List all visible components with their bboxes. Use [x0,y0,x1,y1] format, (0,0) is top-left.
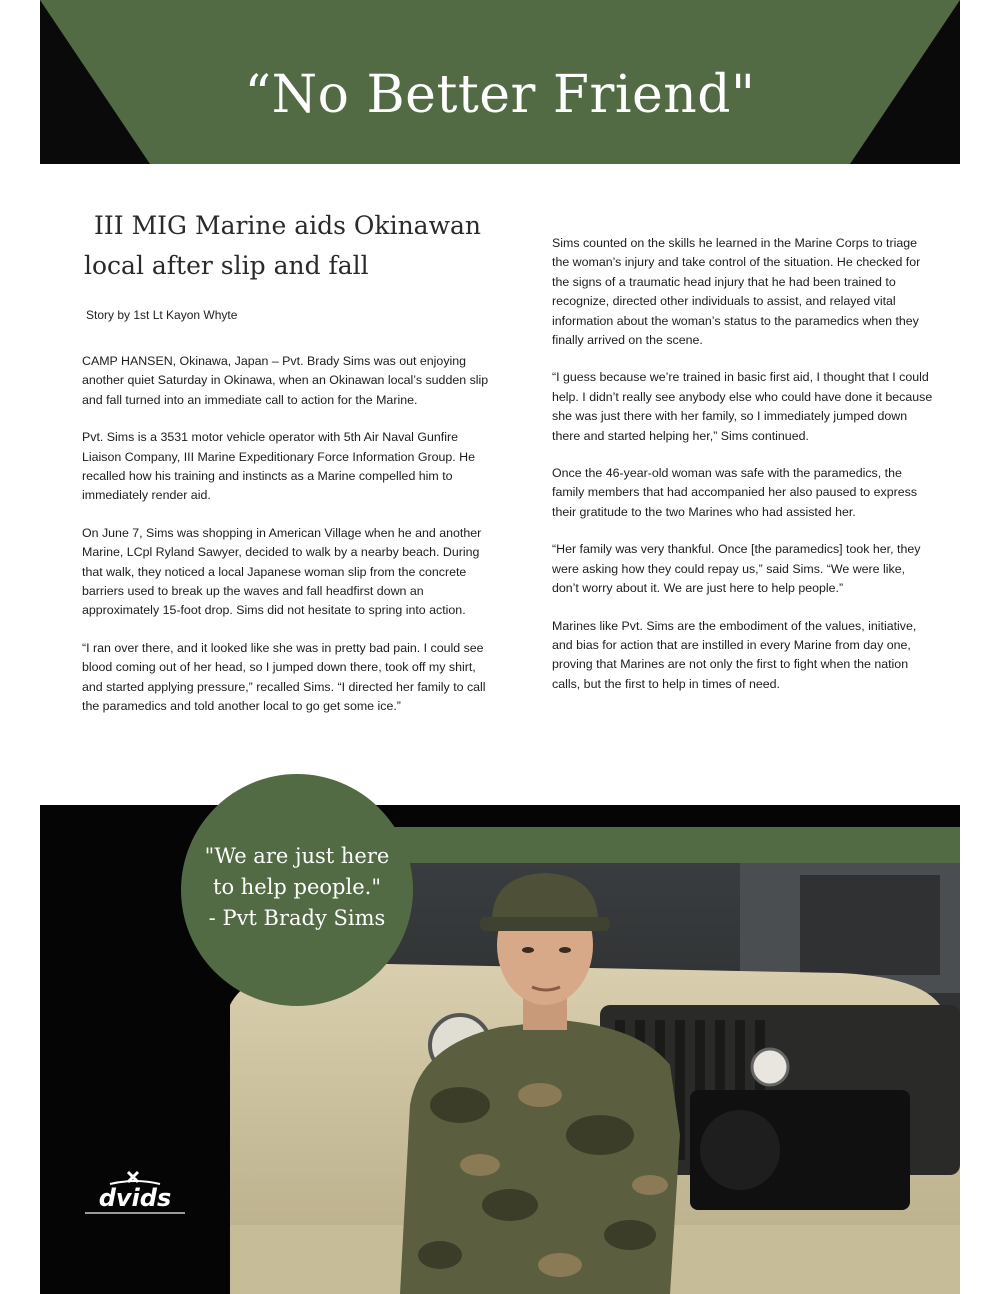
dvids-logo-mark [80,1168,190,1218]
article-column-right [552,234,934,712]
paragraph: “I guess because we’re trained in basic first aid, I thought that I could help. I didn’t really see anybody else who could have done it because she was just there with her family, so I immediately jumped down there and started helping her,” Sims continued. [552,370,933,443]
pull-quote-line-1: "We are just here [204,844,390,868]
pull-quote [181,841,413,934]
marine-photo [40,805,960,1294]
paragraph: CAMP HANSEN, Okinawa, Japan – Pvt. Brady Sims was out enjoying another quiet Saturday in Okinawa, when an Okinawan local’s sudden slip and fall turned into an immediate call to action for the Marine. [82,354,489,407]
headline-line-1: III MIG Marine aids Okinawan [94,211,481,240]
paragraph: Sims counted on the skills he learned in the Marine Corps to triage the woman’s injury and take control of the situation. He checked for the signs of a traumatic head injury that he had been trained to recognize, directed other individuals to assist, and relayed vital information about the woman’s status to the paramedics when they finally arrived on the scene. [552,236,921,348]
logo-wordmark: dvids [98,1184,172,1212]
paragraph: Marines like Pvt. Sims are the embodiment of the values, initiative, and bias for action that are instilled in every Marine from day one, proving that Marines are not only the first to fight when the nation calls, but the first to help in times of need. [552,618,917,691]
paragraph: On June 7, Sims was shopping in American Village when he and another Marine, LCpl Ryland Sawyer, decided to walk by a nearby beach. During that walk, they noticed a local Japanese woman slip from the concrete barriers used to break up the waves and fall headfirst down an approximately 15-foot drop. Sims did not hesitate to spring into action. [82,525,482,618]
byline: Story by 1st Lt Kayon Whyte [86,308,238,322]
photo-illustration [40,805,960,1294]
dvids-logo [80,1168,190,1218]
headline-line-2: local after slip and fall [84,251,369,280]
pull-quote-line-2: to help people." [213,875,381,899]
page-title: “No Better Friend" [244,65,756,125]
paragraph: “I ran over there, and it looked like she was in pretty bad pain. I could see blood coming out of her head, so I jumped down there, took off my shirt, and started applying pressure,” recalled Sims. “I directed her family to call the paramedics and told another local to go get some ice.” [82,640,486,714]
paragraph: “Her family was very thankful. Once [the paramedics] took her, they were asking how they could repay us,” said Sims. “We were like, don’t worry about it. We are just here to help people.” [552,542,921,596]
paragraph: Pvt. Sims is a 3531 motor vehicle operator with 5th Air Naval Gunfire Liaison Company, III Marine Expeditionary Force Information Group. He recalled how his training and instincts as a Marine compelled him to immediately render aid. [82,430,476,503]
title-banner [40,0,960,164]
article-headline [84,206,504,286]
paragraph: Once the 46-year-old woman was safe with the paramedics, the family members that had accompanied her also paused to express their gratitude to the two Marines who had assisted her. [552,466,918,519]
article-column-left [82,352,494,735]
pull-quote-attribution: - Pvt Brady Sims [208,906,386,930]
